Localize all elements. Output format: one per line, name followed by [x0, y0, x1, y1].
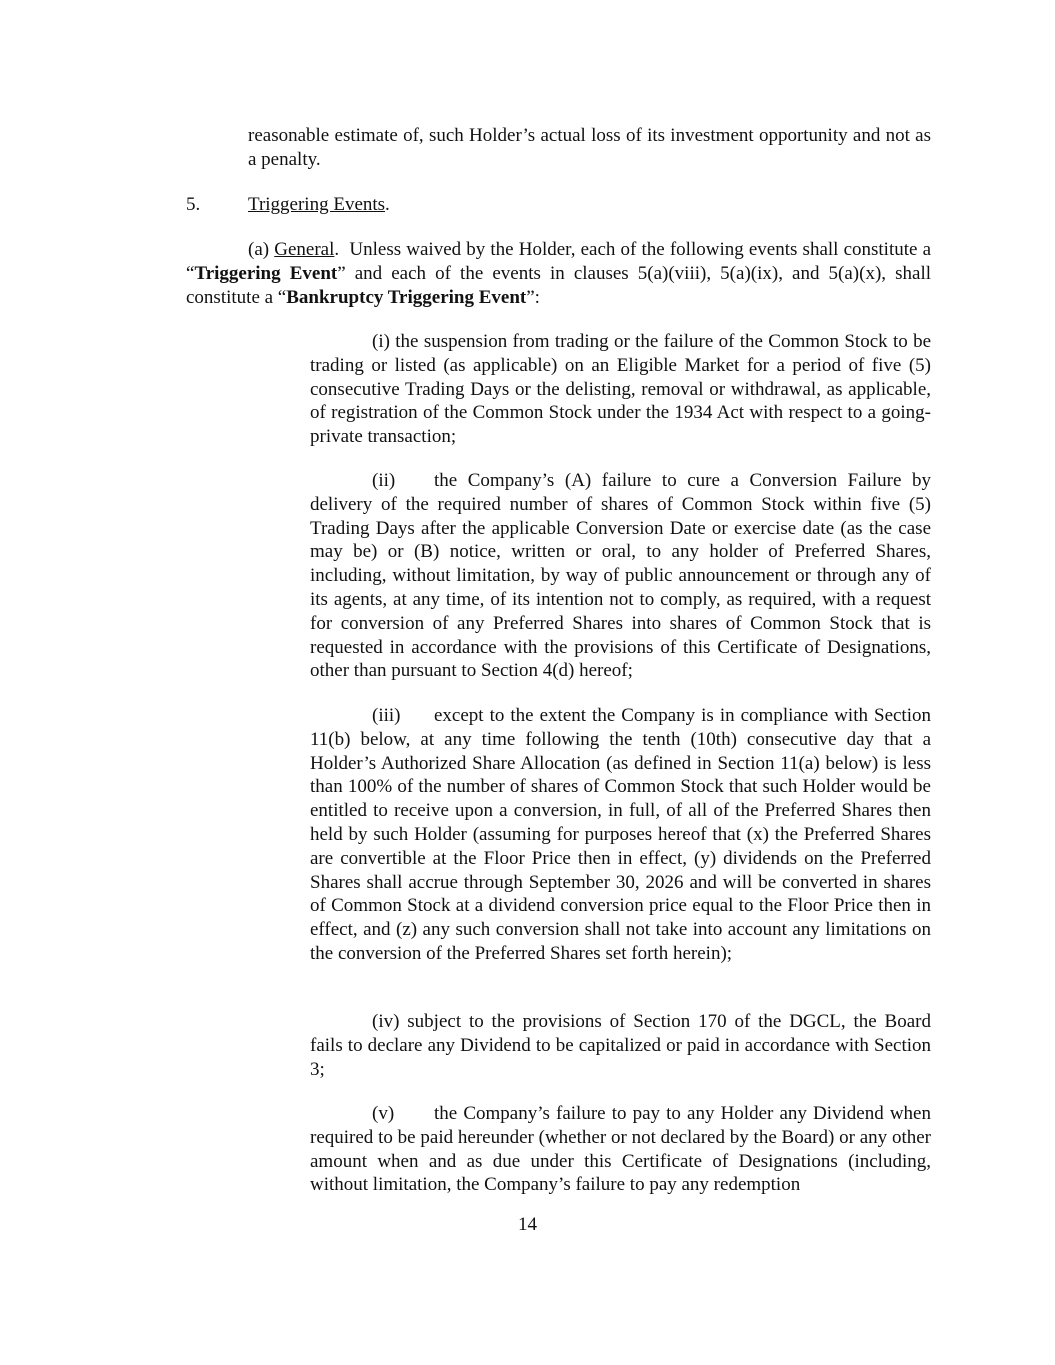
page-number: 14 [518, 1214, 537, 1235]
clause-i-label: (i) [372, 331, 390, 352]
section-number: 5. [186, 194, 201, 215]
term-triggering-event: Triggering Event [194, 262, 338, 284]
clause-i: (i) the suspension from trading or the failure of the Common Stock to be trading or listed (as applicable) on an Eligible Market for a period of five (5) consecutive Trading Days or the delisting, removal or withdrawal, as applicable, of registration of the Common Stock under the 1934 Act with respect to a going-private transaction; [310, 331, 932, 448]
paragraph-a: (a) General. Unless waived by the Holder, each of the following events shall constitute a “Triggering Event” and each of the events in clauses 5(a)(viii), 5(a)(ix), and 5(a)(x), shall constitute a “Bankruptcy Triggering Event”: [186, 239, 932, 308]
clause-ii: (ii) the Company’s (A) failure to cure a Conversion Failure by delivery of the required number of shares of Common Stock within five (5) Trading Days after the applicable Conversion Date or exercise date (as the case may be) or (B) notice, written or oral, to any holder of Preferred Shares, including, without limitation, by way of public announcement or through any of its agents, at any time, of its intention not to comply, as required, with a request for conversion of any Preferred Shares into shares of Common Stock that is requested in accordance with the provisions of this Certificate of Designations, other than pursuant to Section 4(d) hereof; [310, 470, 931, 682]
section-heading: 5. Triggering Events. [186, 194, 390, 215]
clause-v-label: (v) [372, 1103, 395, 1124]
clause-iii-label: (iii) [372, 705, 401, 726]
continuation-paragraph: reasonable estimate of, such Holder’s actual loss of its investment opportunity and not as a penalty. [248, 125, 931, 170]
clause-iv: (iv) subject to the provisions of Section 170 of the DGCL, the Board fails to declare any Dividend to be capitalized or paid in accordance with Section 3; [310, 1011, 931, 1080]
clause-v: (v) the Company’s failure to pay to any Holder any Dividend when required to be paid hereunder (whether or not declared by the Board) or any other amount when and as due under this Certificate of Designations (including, without limitation, the Company’s failure to pay any redemption [310, 1103, 931, 1196]
section-title: Triggering Events [248, 194, 386, 215]
clause-iv-label: (iv) [372, 1011, 400, 1032]
clause-ii-label: (ii) [372, 470, 396, 491]
paragraph-a-label: (a) [248, 239, 270, 260]
term-bankruptcy-triggering-event: Bankruptcy Triggering Event [286, 286, 527, 308]
paragraph-a-heading: General [274, 239, 335, 260]
clause-iii: (iii) except to the extent the Company is in compliance with Section 11(b) below, at any time following the tenth (10th) consecutive day that a Holder’s Authorized Share Allocation (as defined in Section 11(a) below) is less than 100% of the number of shares of Common Stock that such Holder would be entitled to receive upon a conversion, in full, of all of the Preferred Shares then held by such Holder (assuming for purposes hereof that (x) the Preferred Shares are convertible at the Floor Price then in effect, (y) dividends on the Preferred Shares shall accrue through September 30, 2026 and will be converted in shares of Common Stock at a dividend conversion price equal to the Floor Price then in effect, and (z) any such conversion shall not take into account any limitations on the conversion of the Preferred Shares set forth herein); [310, 705, 931, 964]
